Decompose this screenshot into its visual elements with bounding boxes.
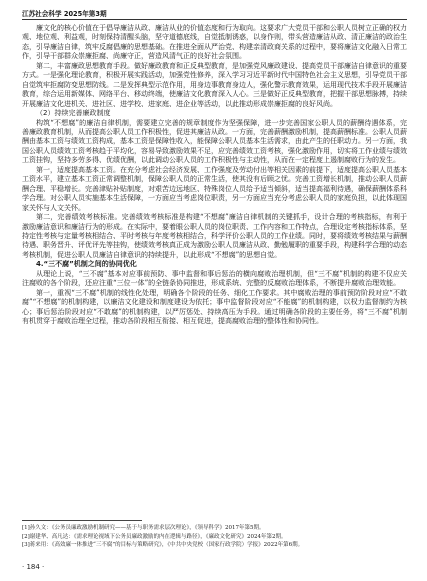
page-number: · 184 · <box>22 563 45 571</box>
body-paragraph: 构筑“不想腐”的廉洁自律机制，需要建立完善的规章制度作为坚强保障，进一步完善国家公职人员的薪酬待遇体系，完善廉政教育机制，从而提高公职人员工作积极性，促进其廉洁从政。一方面，完善薪酬激励机制，提高薪酬标准。公职人员薪酬由基本工资与绩效工资构成，基本工资是保障性收入，能保障公职人员基本生活需求，由此产生的任职动力。另一方面，我国公职人员绩效工资考核趋于平均化，容易导致激励效果不足，应完善绩效工资考核，强化激励作用，切实将工作业绩与绩效工资挂钩，坚持多劳多得、优绩优酬，以此调动公职人员的工作积极性与主动性，从而在一定程度上遏制腐败行为的发生。 <box>22 118 407 165</box>
header-divider <box>22 19 407 20</box>
article-body <box>22 24 407 327</box>
body-paragraph: 第一，重视“三不腐”机制的线性化处理，明确各个阶段的任务、细化工作要求。其中腐败治理的事前预防阶段对应“不敢腐”“不想腐”的机制构建，以廉洁文化建设和制度建设为依托；事中监督阶段对应“不能腐”的机制构建，以权力监督制约为核心；事后惩治阶段对应“不敢腐”的机制构建，以严厉惩处、持续高压为手段。通过明确各阶段的主要任务，将“三不腐”机制有机贯穿于腐败治理全过程，推动各阶段相互衔接、相互促进，提高腐败治理的整体性和协同性。 <box>22 288 407 326</box>
footnote-item: [2]谢建华、高凡达：《需求理论视域下公务员廉政激励的内在逻辑与路径》，《廉政文化研究》2024年第2期。 <box>22 533 287 540</box>
body-paragraph: 第一，适度提高基本工资。在充分考虑社会经济发展、工作强度及劳动付出等相关因素的前提下，适度提高公职人员基本工资水平，建立基本工资正常调整机制，保障公职人员的正常生活，使其没有后顾之忧。完善工资增长机制，推动公职人员薪酬合理、平稳增长。完善津贴补贴制度，对艰苦边远地区、特殊岗位人员给予适当倾斜，适当提高福利待遇，确保薪酬体系科学合理。对公职人员实施基本生活保障，一方面应当考虑岗位职责，另一方面应当充分考虑公职人员的家庭负担，以此体现国家关怀与人文关怀。 <box>22 165 407 212</box>
running-header: 江苏社会科学 2025年第3期 <box>22 10 107 18</box>
footnotes <box>22 524 407 550</box>
footnote-divider <box>22 520 142 521</box>
footnote-item: [1]孙久文：《公务员廉政激励机制研究——基于与职务需求层次理论》，《领导科学》2017年第5期。 <box>22 525 265 531</box>
subsection-heading: （2）持续完善廉政制度 <box>36 109 111 118</box>
body-paragraph: 第二，丰富廉政思想教育手段。做好廉政教育和正反典型教育，是加强党风廉政建设、提高党员干部廉洁自律意识的重要方式。一是强化理论教育，积极开展实践活动，加强党性修养，深入学习习近平新时代中国特色社会主义思想，引导党员干部自觉筑牢拒腐防变思想防线。二是发挥典型示范作用，用身边事教育身边人，强化警示教育效果，运用现代技术手段开展廉洁教育，综合运用新媒体、网络平台、移动终端，使廉洁文化教育深入人心。三是做好正反典型教育，把握干部思想脉搏，持续开展廉洁文化进机关、进社区、进学校、进家庭、进企业等活动，以此推动形成崇廉拒腐的良好风尚。 <box>22 61 407 108</box>
section-heading: 4.“三不腐”机制之间的协同优化 <box>36 260 137 269</box>
footnote-item: [3]蒋来用：《高效廉一体推进“三不腐”的目标与策略研究》，《中共中央党校（国家行政学院）学报》2022年第6期。 <box>22 542 304 548</box>
body-paragraph: 从理论上说，“三不腐”基本对应事前预防、事中监督和事后惩治的横向腐败治理机制，但“三不腐”机制的构建不仅应关注腐败的各个阶段，还应注重“三位一体”的全链条协同推进，形成系统、完整的反腐败治理体系，不断提升腐败治理效能。 <box>22 269 407 288</box>
body-paragraph: 廉文化的核心价值在于倡导廉洁从政、廉洁从业的价值态度和行为取向。这要求广大党员干部和公职人员树立正确的权力观、地位观、利益观，时刻保持清醒头脑，坚守道德底线，自觉抵制诱惑，以身作则，带头营造廉洁从政、清正廉洁的政治生态，引导廉洁自律，筑牢反腐倡廉的思想基础。在推进全面从严治党、构建亲清政商关系的过程中，要将廉洁文化融入日常工作，引导干部群众崇廉拒腐、尚廉守正，营造风清气正的良好社会氛围。 <box>22 24 407 61</box>
body-paragraph: 第二，完善绩效考核标准。完善绩效考核标准是构建“不想腐”廉洁自律机制的关键抓手，设计合理的考核指标，有利于激励廉洁意识和廉洁行为的形成。在实际中，要着眼公职人员的岗位职责、工作内容和工作特点，合理设定考核指标体系，坚持定性考核与定量考核相结合、平时考核与年度考核相结合，科学评价公职人员的工作业绩。同时，要将绩效考核结果与薪酬待遇、职务晋升、评优评先等挂钩，使绩效考核真正成为激励公职人员廉洁从政、勤勉履职的重要手段，构建科学合理的动态考核机制，促进公职人员廉洁自律意识的持续提升，以此形成“不想腐”的思想自觉。 <box>22 213 407 259</box>
